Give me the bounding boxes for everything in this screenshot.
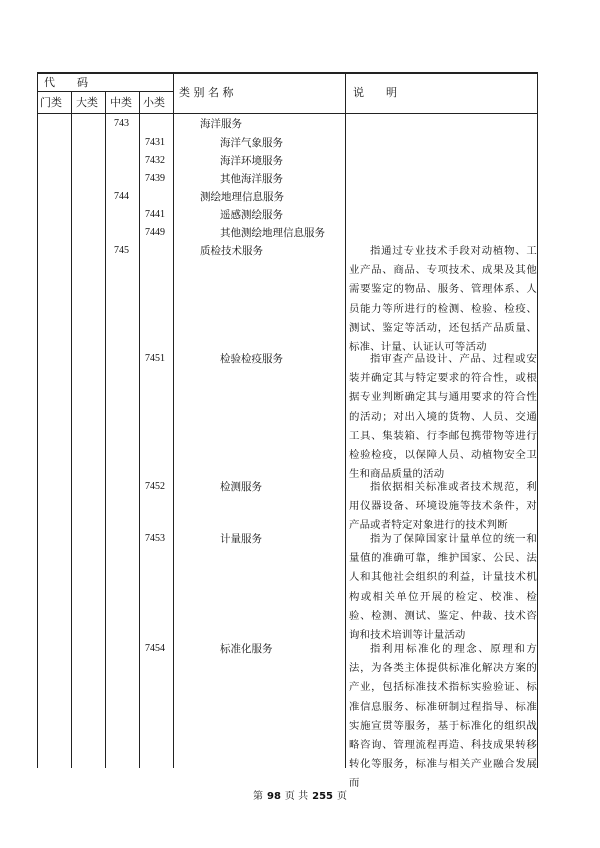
row-category-name: 检验检疫服务	[220, 353, 283, 365]
row-xiao-code: 7451	[145, 353, 165, 364]
footer-suffix: 页	[336, 791, 347, 802]
row-category-name: 海洋环境服务	[220, 155, 283, 167]
row-description	[349, 242, 537, 357]
row-xiao-code: 7452	[145, 481, 165, 492]
footer-mid: 页 共	[284, 791, 309, 802]
header-col-name: 类 别 名 称	[179, 86, 234, 99]
row-xiao-code: 7449	[145, 227, 165, 238]
row-xiao-code: 7432	[145, 155, 165, 166]
row-category-name: 标准化服务	[220, 643, 273, 655]
col-divider-da-zhong	[105, 91, 106, 768]
header-bottom-border	[37, 113, 537, 114]
table-top-border	[37, 72, 537, 74]
header-col-xiao: 小类	[143, 96, 165, 109]
row-description-text: 指依据相关标准或者技术规范，利用仪器设备、环境设施等技术条件，对产品或者特定对象进行的技术判断	[349, 481, 537, 532]
row-description	[349, 640, 537, 790]
col-divider-zhong-xiao	[139, 91, 140, 768]
col-divider-men-da	[71, 91, 72, 768]
header-col-desc: 说 明	[353, 86, 397, 99]
table-left-border	[37, 72, 38, 768]
row-category-name: 海洋服务	[200, 118, 242, 130]
row-category-name: 检测服务	[220, 481, 262, 493]
footer-prefix: 第	[253, 791, 263, 802]
row-category-name: 质检技术服务	[200, 245, 263, 257]
header-col-zhong: 中类	[110, 96, 132, 109]
header-col-da: 大类	[76, 96, 98, 109]
row-xiao-code: 7454	[145, 643, 165, 654]
footer-total-pages: 255	[312, 791, 333, 802]
row-description-text: 指审查产品设计、产品、过程或安装并确定其与特定要求的符合性，或根据专业判断确定其与通用要求的符合性的活动；对出入境的货物、人员、交通工具、集装箱、行李邮包携带物等进行检验检疫，以保障人员、动植物安全卫生和商品质量的活动	[349, 353, 537, 481]
row-xiao-code: 7431	[145, 137, 165, 148]
row-zhong-code: 745	[114, 245, 129, 256]
row-description-text: 指利用标准化的理念、原理和方法，为各类主体提供标准化解决方案的产业，包括标准技术指标实验验证、标准信息服务、标准研制过程指导、标准实施宣贯等服务，基于标准化的组织战略咨询、管理流程再造、科技成果转移转化等服务，标准与相关产业融合发展而	[349, 643, 537, 790]
row-category-name: 计量服务	[220, 533, 262, 545]
row-description-text: 指为了保障国家计量单位的统一和量值的准确可靠，维护国家、公民、法人和其他社会组织的利益，计量技术机构或相关单位开展的检定、校准、检验、检测、测试、鉴定、仲裁、技术咨询和技术培训等计量活动	[349, 533, 537, 642]
row-category-name: 其他海洋服务	[220, 173, 283, 185]
header-code-label: 代 码	[44, 76, 88, 89]
row-description	[349, 530, 537, 645]
col-divider-xiao-name	[173, 72, 174, 768]
row-category-name: 海洋气象服务	[220, 137, 283, 149]
row-description	[349, 350, 537, 484]
row-description-text: 指通过专业技术手段对动植物、工业产品、商品、专项技术、成果及其他需要鉴定的物品、服务、管理体系、人员能力等所进行的检测、检验、检疫、测试、鉴定等活动，还包括产品质量、标准、计量、认证认可等活动	[349, 245, 537, 354]
row-zhong-code: 744	[114, 191, 129, 202]
row-xiao-code: 7441	[145, 209, 165, 220]
row-xiao-code: 7439	[145, 173, 165, 184]
row-category-name: 遥感测绘服务	[220, 209, 283, 221]
row-description	[349, 478, 537, 536]
row-xiao-code: 7453	[145, 533, 165, 544]
row-category-name: 其他测绘地理信息服务	[220, 227, 325, 239]
row-category-name: 测绘地理信息服务	[200, 191, 284, 203]
footer-page-number: 98	[267, 791, 281, 802]
table-right-border	[537, 72, 538, 768]
page-footer	[0, 787, 600, 802]
header-col-men: 门类	[40, 96, 62, 109]
row-zhong-code: 743	[114, 118, 129, 129]
col-divider-name-desc	[345, 72, 346, 768]
